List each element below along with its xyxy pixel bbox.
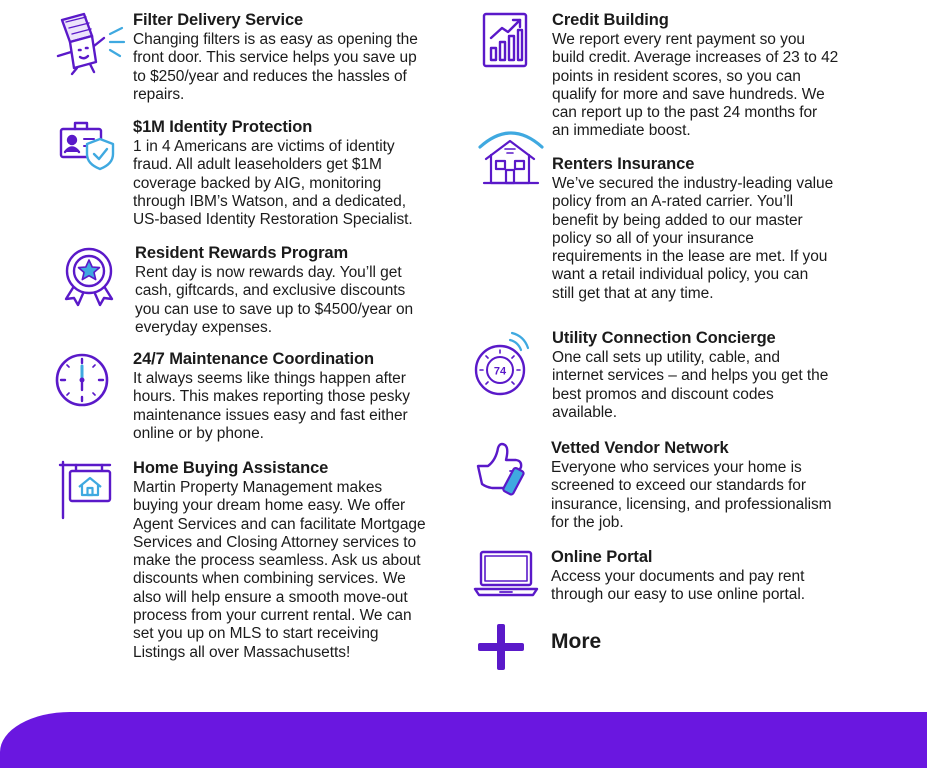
filter-box-icon (50, 12, 128, 74)
feature-description: We report every rent payment so you build credit. Average increases of 23 to 42 points in resident scores, so you can qualify for more and save hundreds. We can report up to the past 24 months for an immediate boost. (552, 31, 839, 140)
feature-filter-delivery (0, 0, 470, 110)
award-ribbon-icon (60, 245, 118, 305)
feature-description: Changing filters is as easy as opening the front door. This service helps you save up to $250/year and reduces the hassles of repairs. (133, 31, 418, 103)
feature-description: Rent day is now rewards day. You’ll get cash, giftcards, and exclusive discounts you can use to save up to $4500/year on everyday expenses. (135, 264, 414, 336)
feature-title: $1M Identity Protection (133, 118, 313, 136)
feature-title: 24/7 Maintenance Coordination (133, 350, 374, 368)
feature-home-buying (0, 456, 470, 681)
clock-icon (54, 352, 110, 408)
id-shield-icon (58, 121, 116, 171)
thermostat-icon (472, 330, 534, 396)
feature-renters-insurance (470, 145, 927, 325)
feature-description: We’ve secured the industry-leading value policy from an A-rated carrier. You’ll benefit by being added to our master policy so all of your insurance requirements in the lease are met. If you want a retail individual policy, you can still get that at any time. (552, 175, 834, 302)
feature-description: Access your documents and pay rent through our easy to use online portal. (551, 568, 806, 604)
house-umbrella-icon (476, 125, 546, 189)
feature-description: It always seems like things happen after hours. This makes reporting those pesky maintenance issues easy and fast either online or by phone. (133, 370, 410, 442)
feature-description: Everyone who services your home is screened to exceed our standards for insurance, licensing, and professionalism for the job. (551, 459, 832, 531)
footer-band (0, 712, 927, 768)
feature-rewards (0, 240, 470, 345)
feature-maintenance (0, 348, 470, 453)
bar-chart-icon (482, 12, 528, 68)
feature-online-portal (470, 545, 927, 615)
feature-utility (470, 326, 927, 431)
feature-credit-building (470, 0, 927, 145)
feature-title: Filter Delivery Service (133, 11, 304, 29)
thumbs-up-icon (472, 440, 532, 500)
feature-title: Resident Rewards Program (135, 244, 349, 262)
feature-title: Home Buying Assistance (133, 459, 329, 477)
feature-title: Renters Insurance (552, 155, 695, 173)
feature-description: One call sets up utility, cable, and internet services – and helps you get the best promos and discount codes available. (552, 349, 829, 421)
house-sign-icon (58, 460, 114, 520)
feature-title: Vetted Vendor Network (551, 439, 729, 457)
plus-icon[interactable] (478, 624, 524, 670)
thermostat-value: 74 (493, 365, 507, 378)
feature-title: Credit Building (552, 11, 669, 29)
feature-identity-protection (0, 115, 470, 235)
feature-description: Martin Property Management makes buying your dream home easy. We offer Agent Services and can facilitate Mortgage Services and Closing Attorney services to make the process seamless. Ask us about discounts when combining services. We also will help ensure a smooth move-out process from your current rental. We can set you up on MLS to start receiving Listings all over Massachusetts! (133, 479, 426, 661)
laptop-icon (472, 549, 540, 599)
feature-title: Online Portal (551, 548, 653, 566)
more-link[interactable]: More (551, 630, 602, 653)
feature-description: 1 in 4 Americans are victims of identity fraud. All adult leaseholders get $1M coverage backed by AIG, monitoring through IBM’s Watson, and a dedicated, US-based Identity Restoration Specialist. (133, 138, 413, 229)
feature-vendor (470, 436, 927, 541)
feature-title: Utility Connection Concierge (552, 329, 776, 347)
